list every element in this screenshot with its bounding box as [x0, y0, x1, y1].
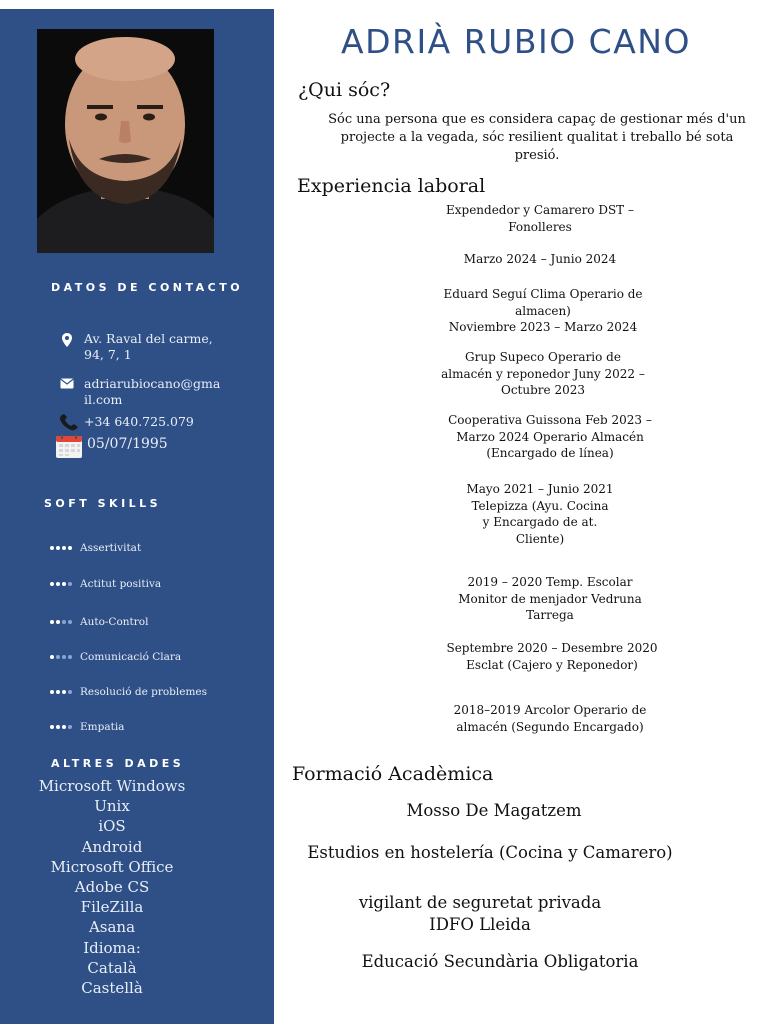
about-heading: ¿Qui sóc?: [298, 79, 391, 101]
location-pin-icon: [58, 331, 76, 363]
skill-level-indicator: [50, 582, 72, 586]
skill-level-dot: [68, 725, 72, 729]
experience-heading: Experiencia laboral: [297, 175, 486, 197]
skill-level-dot: [56, 620, 60, 624]
skill-label: Assertivitat: [80, 542, 142, 554]
skill-label: Resolució de problemes: [80, 686, 208, 698]
skill-level-dot: [50, 690, 54, 694]
contact-address: [58, 331, 228, 363]
skill-level-dot: [62, 690, 66, 694]
skill-item: [50, 721, 124, 733]
skill-level-dot: [50, 725, 54, 729]
list-item: Eduard Seguí Clima Operario de almacen) Noviembre 2023 – Marzo 2024: [443, 287, 643, 334]
list-item: Unix: [94, 797, 130, 816]
address-text: Av. Raval del carme, 94, 7, 1: [84, 331, 213, 362]
list-item: Cooperativa Guissona Feb 2023 – Marzo 2024 Operario Almacén (Encargado de línea): [448, 413, 652, 460]
list-item: Septembre 2020 – Desembre 2020 Esclat (Cajero y Reponedor): [446, 641, 658, 672]
contact-heading: DATOS DE CONTACTO: [51, 281, 244, 294]
list-item: Microsoft Office: [50, 857, 174, 876]
list-item: 2018–2019 Arcolor Operario de almacén (Segundo Encargado): [453, 703, 647, 734]
skill-level-dot: [50, 582, 54, 586]
skill-level-dot: [62, 655, 66, 659]
skill-level-indicator: [50, 690, 72, 694]
skill-level-dot: [68, 690, 72, 694]
skill-level-dot: [56, 655, 60, 659]
skill-level-indicator: [50, 546, 72, 550]
contact-birthdate: [55, 433, 235, 459]
calendar-icon: [55, 433, 83, 459]
other-data-list: [28, 776, 196, 998]
soft-skills-heading: SOFT SKILLS: [44, 497, 162, 510]
contact-email[interactable]: [58, 376, 228, 408]
page-title: ADRIÀ RUBIO CANO: [341, 22, 691, 61]
skill-item: [50, 578, 161, 590]
skill-item: [50, 651, 181, 663]
skill-label: Actitut positiva: [80, 578, 162, 590]
list-item: Asana: [88, 918, 136, 937]
list-item: Grup Supeco Operario de almacén y reponedor Juny 2022 – Octubre 2023: [441, 350, 645, 397]
list-item: Microsoft Windows: [38, 777, 186, 795]
skill-level-dot: [62, 725, 66, 729]
skill-level-dot: [62, 620, 66, 624]
list-item: Marzo 2024 – Junio 2024: [463, 252, 617, 266]
email-icon: [58, 376, 76, 408]
skill-level-dot: [56, 690, 60, 694]
list-item: Mayo 2021 – Junio 2021 Telepizza (Ayu. Cocina y Encargado de at. Cliente): [466, 482, 614, 546]
list-item: Educació Secundària Obligatoria: [361, 952, 639, 971]
about-text: Sóc una persona que es considera capaç de gestionar més d'un projecte a la vegada, sóc resilient qualitat i treballo bé sota presió.: [328, 112, 746, 163]
list-item: iOS: [98, 817, 126, 836]
skill-level-dot: [56, 725, 60, 729]
skill-level-dot: [50, 546, 54, 550]
skill-level-dot: [68, 546, 72, 550]
skill-label: Comunicació Clara: [80, 651, 182, 663]
skill-item: [50, 542, 141, 554]
contact-phone: [58, 414, 238, 432]
email-text[interactable]: adriarubiocano@gmail.com: [84, 376, 221, 407]
list-item: Castellà: [81, 979, 143, 998]
skill-item: [50, 686, 207, 698]
birthdate-text: 05/07/1995: [87, 436, 168, 452]
skill-level-dot: [68, 655, 72, 659]
list-item: Estudios en hostelería (Cocina y Camarero): [307, 843, 673, 862]
skill-level-dot: [56, 582, 60, 586]
list-item: Expendedor y Camarero DST – Fonolleres: [445, 203, 634, 234]
profile-photo: [37, 29, 214, 253]
skill-level-indicator: [50, 620, 72, 624]
skill-level-dot: [68, 620, 72, 624]
list-item: FileZilla: [80, 898, 144, 917]
list-item: Android: [81, 837, 143, 856]
phone-icon: [58, 414, 82, 432]
skill-level-dot: [50, 655, 54, 659]
list-item: Català: [87, 958, 137, 977]
list-item: Mosso De Magatzem: [406, 801, 582, 820]
other-data-heading: ALTRES DADES: [51, 757, 185, 770]
skill-level-dot: [50, 620, 54, 624]
skill-label: Empatia: [80, 721, 125, 733]
list-item: Idioma:: [83, 938, 141, 957]
skill-item: [50, 616, 148, 628]
skill-level-dot: [56, 546, 60, 550]
list-item: Adobe CS: [74, 878, 150, 897]
list-item: 2019 – 2020 Temp. Escolar Monitor de menjador Vedruna Tarrega: [458, 575, 642, 622]
skill-label: Auto-Control: [80, 616, 149, 628]
skill-level-indicator: [50, 725, 72, 729]
phone-text: +34 640.725.079: [84, 414, 194, 429]
skill-level-indicator: [50, 655, 72, 659]
skill-level-dot: [62, 582, 66, 586]
list-item: vigilant de seguretat privada IDFO Lleida: [358, 893, 602, 934]
skill-level-dot: [62, 546, 66, 550]
skill-level-dot: [68, 582, 72, 586]
education-heading: Formació Acadèmica: [292, 763, 494, 785]
